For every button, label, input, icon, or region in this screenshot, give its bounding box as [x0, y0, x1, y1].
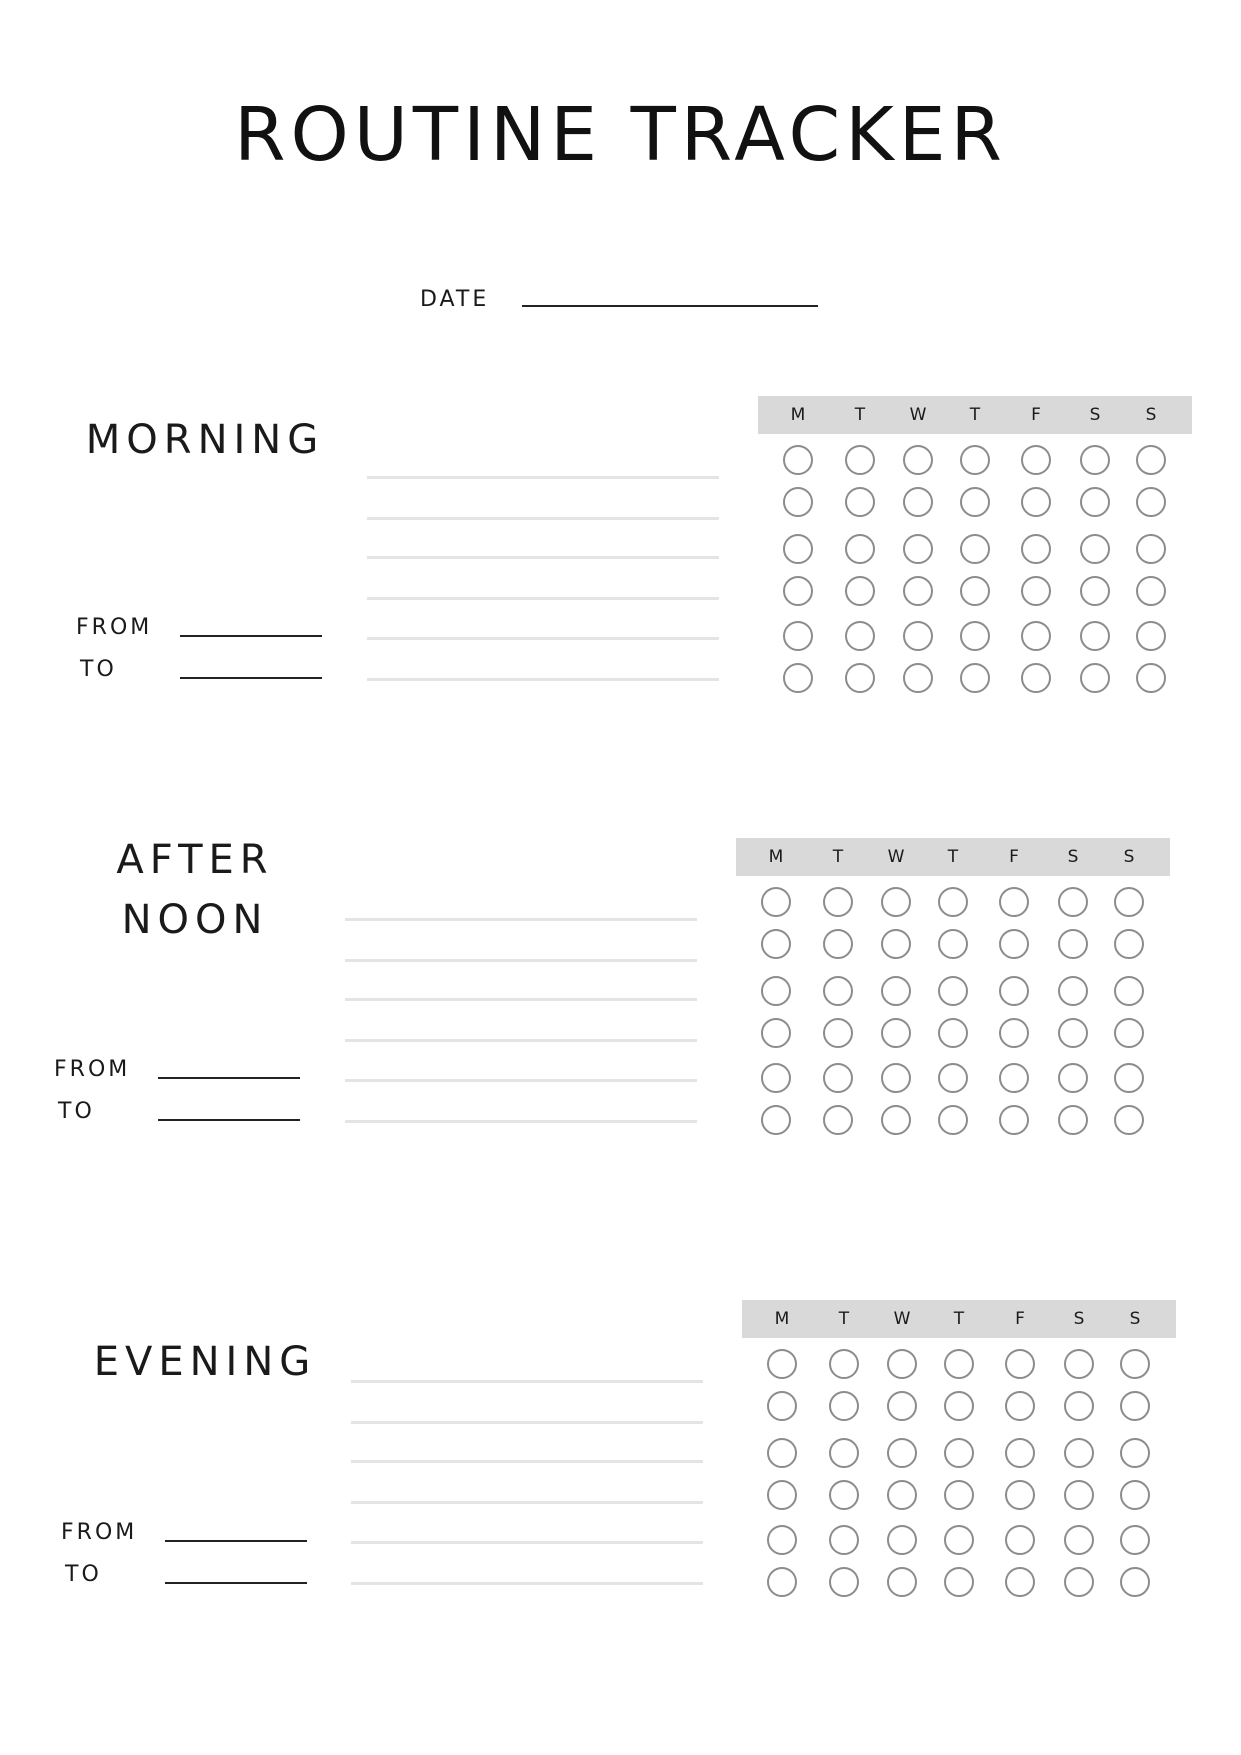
evening-checkbox-circle[interactable]	[767, 1480, 797, 1510]
evening-checkbox-circle[interactable]	[944, 1438, 974, 1468]
evening-checkbox-circle[interactable]	[829, 1438, 859, 1468]
evening-note-line[interactable]	[351, 1582, 703, 1585]
morning-checkbox-circle[interactable]	[783, 487, 813, 517]
morning-checkbox-circle[interactable]	[1021, 534, 1051, 564]
morning-checkbox-circle[interactable]	[845, 621, 875, 651]
afternoon-checkbox-circle[interactable]	[938, 1063, 968, 1093]
afternoon-day-label: S	[1123, 847, 1135, 867]
evening-checkbox-circle[interactable]	[1005, 1525, 1035, 1555]
afternoon-week-header	[736, 838, 1170, 876]
evening-checkbox-circle[interactable]	[887, 1391, 917, 1421]
afternoon-checkbox-circle[interactable]	[999, 1105, 1029, 1135]
evening-checkbox-circle[interactable]	[944, 1349, 974, 1379]
evening-from-label: FROM	[61, 1520, 138, 1545]
morning-checkbox-circle[interactable]	[783, 445, 813, 475]
afternoon-checkbox-circle[interactable]	[1058, 976, 1088, 1006]
morning-checkbox-circle[interactable]	[845, 534, 875, 564]
evening-note-line[interactable]	[351, 1501, 703, 1504]
afternoon-checkbox-circle[interactable]	[761, 1018, 791, 1048]
afternoon-checkbox-circle[interactable]	[938, 1105, 968, 1135]
afternoon-checkbox-circle[interactable]	[999, 976, 1029, 1006]
evening-checkbox-circle[interactable]	[887, 1349, 917, 1379]
morning-day-label: W	[909, 405, 927, 425]
morning-checkbox-circle[interactable]	[845, 445, 875, 475]
evening-checkbox-circle[interactable]	[944, 1480, 974, 1510]
morning-section-label	[80, 410, 330, 470]
morning-note-line[interactable]	[367, 597, 719, 600]
morning-day-label: T	[969, 405, 981, 425]
morning-day-label: F	[1031, 405, 1041, 425]
evening-note-line[interactable]	[351, 1380, 703, 1383]
morning-checkbox-circle[interactable]	[1136, 445, 1166, 475]
morning-checkbox-circle[interactable]	[783, 663, 813, 693]
evening-checkbox-circle[interactable]	[767, 1525, 797, 1555]
afternoon-checkbox-circle[interactable]	[881, 1105, 911, 1135]
afternoon-day-label: F	[1009, 847, 1019, 867]
evening-checkbox-circle[interactable]	[1064, 1480, 1094, 1510]
evening-checkbox-circle[interactable]	[1005, 1480, 1035, 1510]
morning-checkbox-circle[interactable]	[783, 621, 813, 651]
afternoon-checkbox-circle[interactable]	[823, 1063, 853, 1093]
morning-checkbox-circle[interactable]	[845, 576, 875, 606]
morning-checkbox-circle[interactable]	[903, 621, 933, 651]
evening-checkbox-circle[interactable]	[1064, 1525, 1094, 1555]
evening-checkbox-circle[interactable]	[1064, 1349, 1094, 1379]
afternoon-checkbox-circle[interactable]	[1114, 887, 1144, 917]
evening-checkbox-circle[interactable]	[829, 1567, 859, 1597]
afternoon-day-label: T	[947, 847, 959, 867]
morning-checkbox-circle[interactable]	[783, 576, 813, 606]
afternoon-checkbox-circle[interactable]	[1058, 1018, 1088, 1048]
morning-checkbox-circle[interactable]	[783, 534, 813, 564]
afternoon-checkbox-circle[interactable]	[761, 1063, 791, 1093]
evening-checkbox-circle[interactable]	[767, 1391, 797, 1421]
afternoon-checkbox-circle[interactable]	[823, 929, 853, 959]
morning-note-line[interactable]	[367, 476, 719, 479]
morning-checkbox-circle[interactable]	[960, 445, 990, 475]
evening-week-header	[742, 1300, 1176, 1338]
afternoon-checkbox-circle[interactable]	[999, 1018, 1029, 1048]
morning-checkbox-circle[interactable]	[1080, 576, 1110, 606]
evening-checkbox-circle[interactable]	[829, 1349, 859, 1379]
afternoon-checkbox-circle[interactable]	[938, 887, 968, 917]
evening-checkbox-circle[interactable]	[1064, 1567, 1094, 1597]
afternoon-checkbox-circle[interactable]	[823, 976, 853, 1006]
afternoon-checkbox-circle[interactable]	[881, 1063, 911, 1093]
morning-day-label: M	[790, 405, 806, 425]
evening-checkbox-circle[interactable]	[1120, 1349, 1150, 1379]
afternoon-note-line[interactable]	[345, 1079, 697, 1082]
afternoon-checkbox-circle[interactable]	[1114, 1105, 1144, 1135]
morning-checkbox-circle[interactable]	[1136, 621, 1166, 651]
afternoon-checkbox-circle[interactable]	[1114, 1018, 1144, 1048]
afternoon-label-line: AFTER	[116, 837, 274, 883]
evening-checkbox-circle[interactable]	[1005, 1391, 1035, 1421]
afternoon-checkbox-circle[interactable]	[1114, 1063, 1144, 1093]
evening-checkbox-circle[interactable]	[887, 1567, 917, 1597]
afternoon-checkbox-circle[interactable]	[1058, 1063, 1088, 1093]
morning-day-label: S	[1089, 405, 1101, 425]
evening-checkbox-circle[interactable]	[1120, 1480, 1150, 1510]
afternoon-checkbox-circle[interactable]	[823, 1105, 853, 1135]
afternoon-day-label: S	[1067, 847, 1079, 867]
evening-checkbox-circle[interactable]	[1005, 1349, 1035, 1379]
evening-checkbox-circle[interactable]	[1064, 1391, 1094, 1421]
evening-day-label: F	[1015, 1309, 1025, 1329]
evening-checkbox-circle[interactable]	[1120, 1438, 1150, 1468]
afternoon-checkbox-circle[interactable]	[761, 887, 791, 917]
afternoon-checkbox-circle[interactable]	[881, 1018, 911, 1048]
afternoon-note-line[interactable]	[345, 998, 697, 1001]
evening-day-label: W	[893, 1309, 911, 1329]
morning-note-line[interactable]	[367, 678, 719, 681]
morning-from-field[interactable]	[180, 635, 322, 637]
afternoon-from-field[interactable]	[158, 1077, 300, 1079]
date-label: DATE	[420, 287, 490, 312]
morning-checkbox-circle[interactable]	[960, 534, 990, 564]
evening-checkbox-circle[interactable]	[1120, 1567, 1150, 1597]
afternoon-note-line[interactable]	[345, 959, 697, 962]
morning-note-line[interactable]	[367, 517, 719, 520]
afternoon-checkbox-circle[interactable]	[1058, 929, 1088, 959]
evening-day-label: M	[774, 1309, 790, 1329]
morning-checkbox-circle[interactable]	[1080, 487, 1110, 517]
morning-note-line[interactable]	[367, 556, 719, 559]
morning-checkbox-circle[interactable]	[1021, 576, 1051, 606]
morning-checkbox-circle[interactable]	[1021, 487, 1051, 517]
afternoon-note-line[interactable]	[345, 1039, 697, 1042]
evening-checkbox-circle[interactable]	[767, 1567, 797, 1597]
evening-checkbox-circle[interactable]	[944, 1391, 974, 1421]
morning-checkbox-circle[interactable]	[1080, 663, 1110, 693]
morning-checkbox-circle[interactable]	[960, 621, 990, 651]
morning-checkbox-circle[interactable]	[903, 576, 933, 606]
afternoon-note-line[interactable]	[345, 918, 697, 921]
evening-checkbox-circle[interactable]	[887, 1525, 917, 1555]
date-field[interactable]	[522, 305, 818, 307]
morning-checkbox-circle[interactable]	[903, 487, 933, 517]
evening-from-field[interactable]	[165, 1540, 307, 1542]
afternoon-checkbox-circle[interactable]	[999, 1063, 1029, 1093]
evening-checkbox-circle[interactable]	[767, 1438, 797, 1468]
morning-checkbox-circle[interactable]	[845, 663, 875, 693]
morning-checkbox-circle[interactable]	[903, 663, 933, 693]
morning-checkbox-circle[interactable]	[1021, 663, 1051, 693]
morning-week-header	[758, 396, 1192, 434]
afternoon-checkbox-circle[interactable]	[1058, 1105, 1088, 1135]
afternoon-to-label: TO	[58, 1099, 95, 1124]
evening-checkbox-circle[interactable]	[1120, 1525, 1150, 1555]
afternoon-checkbox-circle[interactable]	[761, 976, 791, 1006]
evening-note-line[interactable]	[351, 1541, 703, 1544]
morning-checkbox-circle[interactable]	[1080, 445, 1110, 475]
morning-checkbox-circle[interactable]	[903, 445, 933, 475]
morning-from-label: FROM	[76, 615, 153, 640]
evening-to-field[interactable]	[165, 1582, 307, 1584]
evening-label-line: EVENING	[93, 1339, 317, 1385]
afternoon-to-field[interactable]	[158, 1119, 300, 1121]
evening-checkbox-circle[interactable]	[1064, 1438, 1094, 1468]
morning-checkbox-circle[interactable]	[1136, 487, 1166, 517]
morning-checkbox-circle[interactable]	[845, 487, 875, 517]
evening-checkbox-circle[interactable]	[767, 1349, 797, 1379]
afternoon-note-line[interactable]	[345, 1120, 697, 1123]
evening-checkbox-circle[interactable]	[1005, 1567, 1035, 1597]
evening-checkbox-circle[interactable]	[1120, 1391, 1150, 1421]
afternoon-checkbox-circle[interactable]	[1058, 887, 1088, 917]
page-title: ROUTINE TRACKER	[234, 92, 1007, 178]
afternoon-checkbox-circle[interactable]	[938, 1018, 968, 1048]
afternoon-checkbox-circle[interactable]	[1114, 976, 1144, 1006]
afternoon-checkbox-circle[interactable]	[881, 887, 911, 917]
evening-day-label: S	[1129, 1309, 1141, 1329]
morning-checkbox-circle[interactable]	[1080, 534, 1110, 564]
morning-checkbox-circle[interactable]	[1021, 621, 1051, 651]
morning-checkbox-circle[interactable]	[960, 663, 990, 693]
morning-checkbox-circle[interactable]	[1136, 534, 1166, 564]
evening-section-label	[80, 1332, 330, 1392]
morning-checkbox-circle[interactable]	[1136, 576, 1166, 606]
afternoon-checkbox-circle[interactable]	[823, 887, 853, 917]
afternoon-checkbox-circle[interactable]	[938, 929, 968, 959]
evening-day-label: S	[1073, 1309, 1085, 1329]
afternoon-from-label: FROM	[54, 1057, 131, 1082]
afternoon-checkbox-circle[interactable]	[761, 929, 791, 959]
afternoon-day-label: M	[768, 847, 784, 867]
morning-to-field[interactable]	[180, 677, 322, 679]
evening-checkbox-circle[interactable]	[944, 1567, 974, 1597]
evening-to-label: TO	[65, 1562, 102, 1587]
afternoon-day-label: T	[832, 847, 844, 867]
afternoon-day-label: W	[887, 847, 905, 867]
morning-checkbox-circle[interactable]	[960, 487, 990, 517]
morning-checkbox-circle[interactable]	[1080, 621, 1110, 651]
evening-note-line[interactable]	[351, 1460, 703, 1463]
morning-to-label: TO	[80, 657, 117, 682]
afternoon-checkbox-circle[interactable]	[881, 976, 911, 1006]
evening-day-label: T	[953, 1309, 965, 1329]
afternoon-checkbox-circle[interactable]	[761, 1105, 791, 1135]
afternoon-checkbox-circle[interactable]	[999, 887, 1029, 917]
morning-day-label: S	[1145, 405, 1157, 425]
morning-checkbox-circle[interactable]	[1021, 445, 1051, 475]
evening-checkbox-circle[interactable]	[887, 1480, 917, 1510]
evening-day-label: T	[838, 1309, 850, 1329]
morning-day-label: T	[854, 405, 866, 425]
morning-label-line: MORNING	[85, 417, 325, 463]
morning-note-line[interactable]	[367, 637, 719, 640]
evening-checkbox-circle[interactable]	[944, 1525, 974, 1555]
afternoon-checkbox-circle[interactable]	[881, 929, 911, 959]
afternoon-checkbox-circle[interactable]	[1114, 929, 1144, 959]
afternoon-checkbox-circle[interactable]	[938, 976, 968, 1006]
morning-checkbox-circle[interactable]	[960, 576, 990, 606]
afternoon-label-line: NOON	[121, 897, 269, 943]
evening-note-line[interactable]	[351, 1421, 703, 1424]
afternoon-checkbox-circle[interactable]	[823, 1018, 853, 1048]
evening-checkbox-circle[interactable]	[829, 1391, 859, 1421]
evening-checkbox-circle[interactable]	[829, 1480, 859, 1510]
evening-checkbox-circle[interactable]	[829, 1525, 859, 1555]
afternoon-checkbox-circle[interactable]	[999, 929, 1029, 959]
evening-checkbox-circle[interactable]	[887, 1438, 917, 1468]
afternoon-section-label	[70, 830, 320, 950]
morning-checkbox-circle[interactable]	[1136, 663, 1166, 693]
morning-checkbox-circle[interactable]	[903, 534, 933, 564]
evening-checkbox-circle[interactable]	[1005, 1438, 1035, 1468]
